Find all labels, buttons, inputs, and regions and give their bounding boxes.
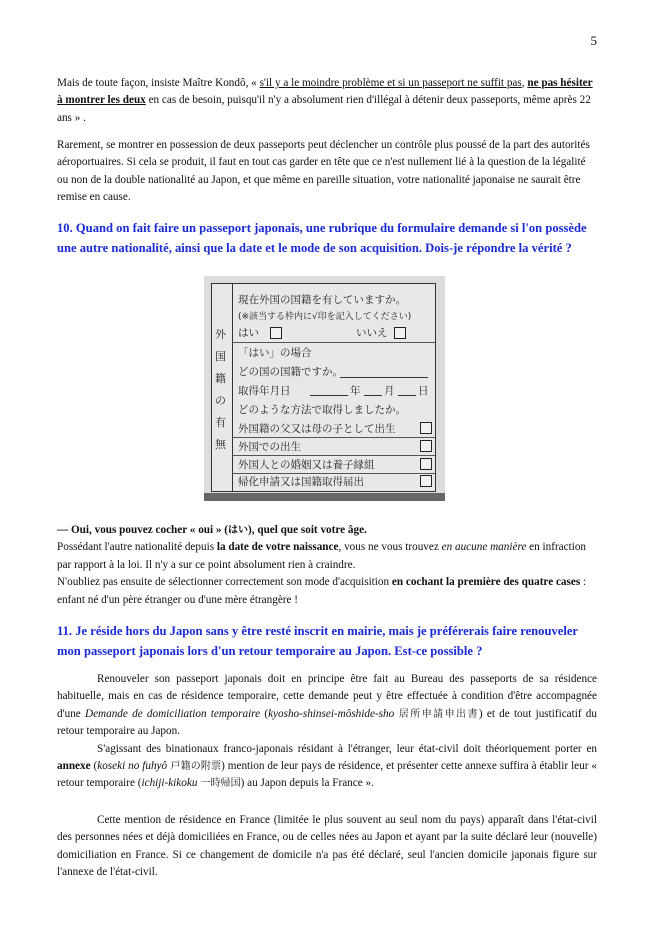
option-3-checkbox[interactable] (420, 458, 432, 470)
side-char: 外 (215, 328, 226, 341)
country-blank (340, 377, 428, 378)
yes-label: はい (238, 327, 259, 339)
side-char: 国 (215, 350, 226, 363)
form-question: 現在外国の国籍を有していますか。 (238, 294, 406, 306)
option-4-label: 帰化申請又は国籍取得届出 (238, 476, 364, 488)
option-2-label: 外国での出生 (238, 441, 301, 453)
form-bottom-edge (204, 493, 445, 501)
form-divider (232, 437, 435, 438)
no-label: いいえ (356, 327, 388, 339)
yes-checkbox[interactable] (270, 327, 282, 339)
year-label: 年 (350, 385, 361, 397)
option-1-label: 外国籍の父又は母の子として出生 (238, 423, 396, 435)
year-blank (310, 395, 348, 396)
question-11-heading: 11. Je réside hors du Japon sans y être resté inscrit en mairie, mais je préférerais faire renouveler mon passeport japonais lors d'un retour temporaire au Japon. Est-ce possible ? (57, 624, 578, 658)
form-divider (232, 455, 435, 456)
passport-form-photo (204, 276, 445, 501)
option-2-checkbox[interactable] (420, 440, 432, 452)
day-label: 日 (418, 385, 429, 397)
side-char: 有 (215, 416, 226, 429)
form-if-yes: 「はい」の場合 (238, 347, 312, 359)
no-checkbox[interactable] (394, 327, 406, 339)
form-acquisition-date: 取得年月日 (238, 385, 291, 397)
form-divider (232, 342, 435, 343)
form-instruction: (※該当する枠内に√印を記入してください) (238, 312, 412, 322)
day-blank (398, 395, 416, 396)
answer-10: — Oui, vous pouvez cocher « oui » (はい), quel que soit votre âge. Possédant l'autre nationalité depuis la date de votre naissance, vous ne vous trouvez en aucune manière en infraction par rapport à la loi. Il n'y a sur ce point absolument rien à craindre. N'oubliez pas ensuite de sélectionner correctement son mode d'acquisition en cochant la première des quatre cases : enfant né d'un père étranger ou d'une mère étrangère ! (57, 524, 587, 606)
answer-11-paragraph-3: Cette mention de résidence en France (limitée le plus souvent au seul nom du pays) apparaît dans l'état-civil des personnes nées et déjà domiciliées en France, ou de celles nées au Japon et ayant par la suite déclaré leur (nouvelle) domiciliation en France. Si ce changement de domicile n'a pas été déclaré, seul l'ancien domicile japonais figure sur l'annexe de l'état-civil. (57, 814, 597, 879)
option-1-checkbox[interactable] (420, 422, 432, 434)
form-side-column (212, 284, 233, 491)
page-number: 5 (590, 33, 597, 48)
month-blank (364, 395, 382, 396)
intro-paragraph-2: Rarement, se montrer en possession de deux passeports peut déclencher un contrôle plus poussé de la part des autorités aéroportuaires. Si cela se produit, il faut en tout cas garder en tête que ce n'est nullement lié à la question de la légalité ou non de la double nationalité au Japon, et que même en pareille situation, votre nationalité japonaise ne saurait être remise en cause. (57, 139, 590, 204)
side-char: の (215, 394, 226, 407)
side-char: 籍 (215, 372, 226, 385)
intro-paragraph-1: Mais de toute façon, insiste Maître Kondô, « s'il y a le moindre problème et si un passeport ne suffit pas, ne pas hésiter à montrer les deux en cas de besoin, puisqu'il n'y a absolument rien d'illégal à détenir deux passeports, même après 22 ans » . (57, 77, 593, 124)
side-char: 無 (215, 438, 226, 451)
month-label: 月 (384, 385, 395, 397)
form-frame (211, 283, 436, 492)
option-3-label: 外国人との婚姻又は養子縁組 (238, 459, 375, 471)
option-4-checkbox[interactable] (420, 475, 432, 487)
form-how-acquired: どのような方法で取得しましたか。 (238, 404, 406, 416)
form-which-country: どの国の国籍ですか。 (238, 366, 343, 378)
answer-11: Renouveler son passeport japonais doit en principe être fait au Bureau des passeports de sa résidence habituelle, mais en cas de résidence temporaire, cette demande peut y être effectuée à condition d'être accompagnée d'une Demande de domiciliation temporaire (kyosho-shinsei-môshide-sho 居所申請申出書) et de tout justificatif du retour temporaire au Japon. S'agissant des binationaux franco-japonais résidant à l'étranger, leur état-civil doit théoriquement porter en annexe (koseki no fuhyô 戸籍の附票) mention de leur pays de résidence, et présenter cette annexe suffira à établir leur « retour temporaire (ichiji-kikoku 一時帰国) au Japon depuis la France ». (57, 673, 597, 790)
question-10-heading: 10. Quand on fait faire un passeport japonais, une rubrique du formulaire demande si l'on possède une autre nationalité, ainsi que la date et le mode de son acquisition. Dois-je répondre la vérité ? (57, 221, 587, 255)
